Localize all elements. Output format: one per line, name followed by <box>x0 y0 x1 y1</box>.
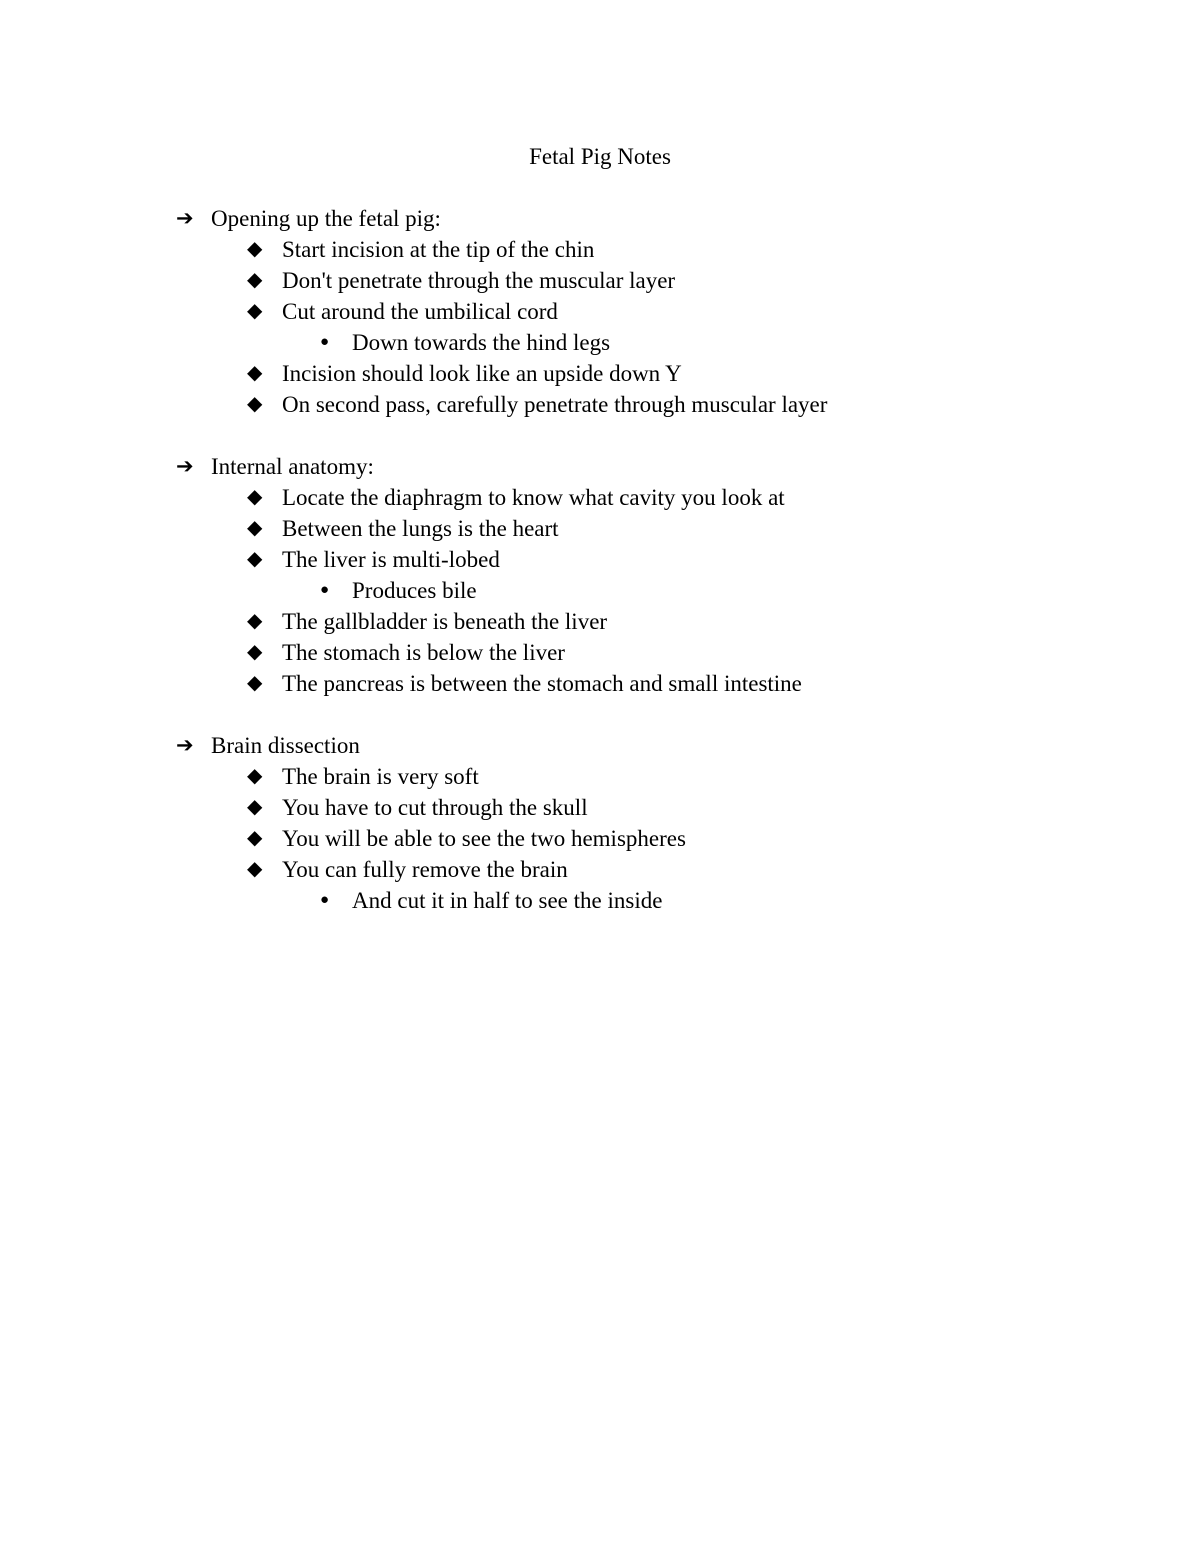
list-item: ◆ Incision should look like an upside down Y <box>176 358 1076 389</box>
list-item: ◆ Start incision at the tip of the chin <box>176 234 1076 265</box>
section-spacer <box>176 420 1076 451</box>
list-item: ◆ The brain is very soft <box>176 761 1076 792</box>
list-item: ◆ You have to cut through the skull <box>176 792 1076 823</box>
section-spacer <box>176 699 1076 730</box>
diamond-bullet-icon: ◆ <box>247 238 263 260</box>
list-item: ◆ On second pass, carefully penetrate through muscular layer <box>176 389 1076 420</box>
diamond-bullet-icon: ◆ <box>247 393 263 415</box>
diamond-bullet-icon: ◆ <box>247 517 263 539</box>
sub-list-item: ● Produces bile <box>176 575 1076 606</box>
diamond-bullet-icon: ◆ <box>247 300 263 322</box>
section-heading: ➔ Opening up the fetal pig: <box>176 203 1076 234</box>
diamond-bullet-icon: ◆ <box>247 827 263 849</box>
notes-outline <box>176 203 1076 916</box>
list-item: ◆ The gallbladder is beneath the liver <box>176 606 1076 637</box>
list-item: ◆ Don't penetrate through the muscular layer <box>176 265 1076 296</box>
list-item: ◆ You can fully remove the brain <box>176 854 1076 885</box>
arrow-icon: ➔ <box>176 454 194 478</box>
dot-bullet-icon: ● <box>320 582 330 598</box>
diamond-bullet-icon: ◆ <box>247 765 263 787</box>
diamond-bullet-icon: ◆ <box>247 362 263 384</box>
diamond-bullet-icon: ◆ <box>247 269 263 291</box>
section-heading: ➔ Brain dissection <box>176 730 1076 761</box>
diamond-bullet-icon: ◆ <box>247 641 263 663</box>
diamond-bullet-icon: ◆ <box>247 796 263 818</box>
list-item: ◆ You will be able to see the two hemispheres <box>176 823 1076 854</box>
list-item: ◆ The liver is multi-lobed <box>176 544 1076 575</box>
sub-list-item: ● Down towards the hind legs <box>176 327 1076 358</box>
page-title: Fetal Pig Notes <box>529 144 671 169</box>
arrow-icon: ➔ <box>176 206 194 230</box>
diamond-bullet-icon: ◆ <box>247 672 263 694</box>
arrow-icon: ➔ <box>176 733 194 757</box>
diamond-bullet-icon: ◆ <box>247 610 263 632</box>
diamond-bullet-icon: ◆ <box>247 548 263 570</box>
dot-bullet-icon: ● <box>320 892 330 908</box>
list-item: ◆ Cut around the umbilical cord <box>176 296 1076 327</box>
diamond-bullet-icon: ◆ <box>247 858 263 880</box>
list-item: ◆ Between the lungs is the heart <box>176 513 1076 544</box>
dot-bullet-icon: ● <box>320 334 330 350</box>
section-heading: ➔ Internal anatomy: <box>176 451 1076 482</box>
list-item: ◆ Locate the diaphragm to know what cavity you look at <box>176 482 1076 513</box>
list-item: ◆ The pancreas is between the stomach and small intestine <box>176 668 1076 699</box>
list-item: ◆ The stomach is below the liver <box>176 637 1076 668</box>
sub-list-item: ● And cut it in half to see the inside <box>176 885 1076 916</box>
diamond-bullet-icon: ◆ <box>247 486 263 508</box>
